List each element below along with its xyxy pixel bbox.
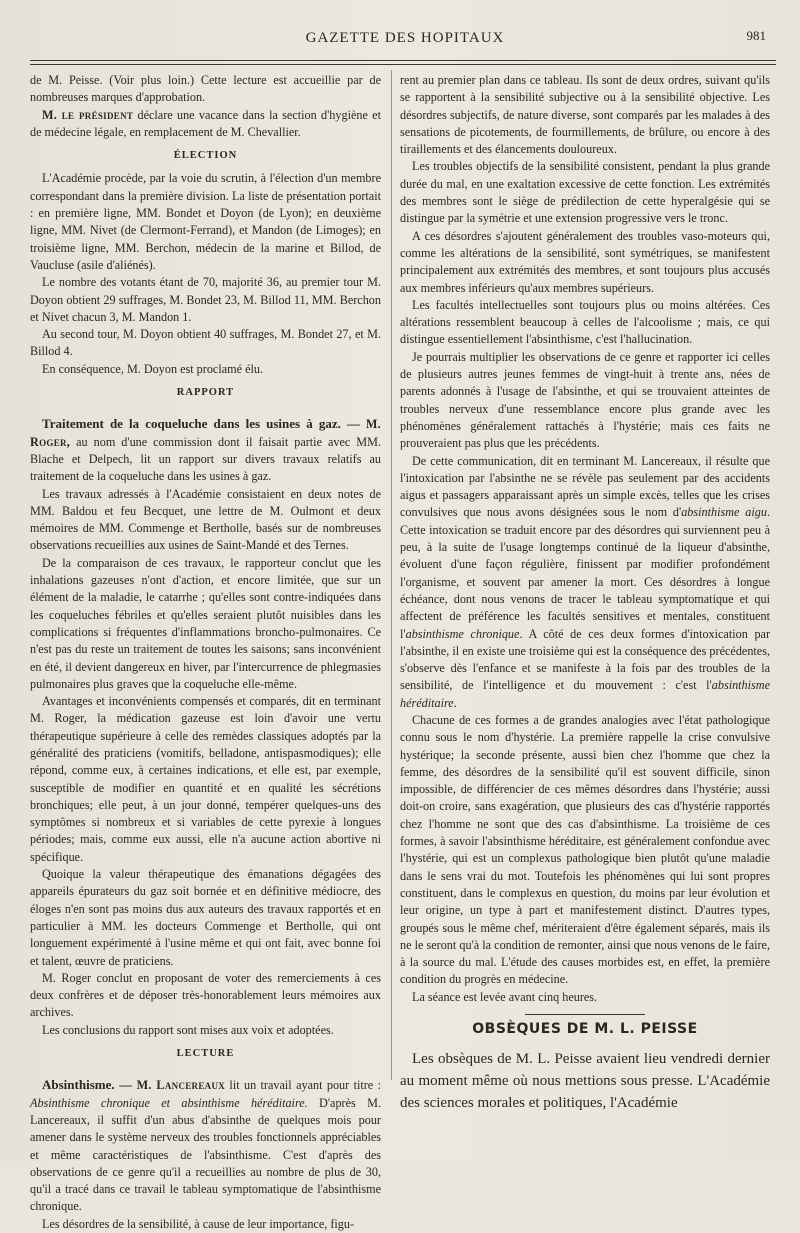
term: absinthisme aigu xyxy=(681,505,767,520)
column-divider xyxy=(391,70,392,1080)
header-rule-bottom xyxy=(30,64,776,65)
paragraph: rent au premier plan dans ce tableau. Ils sont de deux ordres, suivant qu'ils se rapportent à la sensibilité subjective ou à la sensibilité objective. Les désordres subjectifs, de nature diverse, sont comparés par les malades à des sensations de picotements, de fourmillements, de brûlure, ou encore à des tiraillements et des élancements douloureux. xyxy=(400,73,770,157)
page-header xyxy=(30,24,780,60)
paragraph: La séance est levée avant cinq heures. xyxy=(412,989,598,1004)
paragraph-text: . xyxy=(453,695,457,710)
speaker-name: M. Roger, xyxy=(30,417,381,449)
section-heading-lecture: LECTURE xyxy=(176,1048,235,1060)
paragraph-text: . Cette intoxication se traduit encore par des désordres qui surviennent peu à peu, à la suite de l'usage longtemps continué de la liqueur d'absinthe, évoluent d'une façon régulière, finissent par modifier profondément l'organisme, et souvent par amener la mort. Ces désordres à longue échéance, dont nous venons de tracer le tableau symptomatique et qui affectent de préférence les facultés sensitives et mentales, constituent l' xyxy=(400,505,770,641)
paragraph: Le nombre des votants étant de 70, majorité 36, au premier tour M. Doyon obtient 29 suffrages, M. Bondet 23, M. Billod 11, MM. Berchon et Nivet chacun 3, M. Mandon 1. xyxy=(30,275,381,324)
paragraph: Les troubles objectifs de la sensibilité consistent, pendant la plus grande durée du mal, en une exaltation excessive de cette fonction. Les extrémités des membres sont le siège de prédilection de cette hyperalgésie qui se distingue par la symétrie et une extension progressive vers le tronc. xyxy=(400,159,770,226)
article-heading: Absinthisme. — xyxy=(42,1077,133,1093)
obituary-heading: OBSÈQUES DE M. L. PEISSE xyxy=(472,1021,698,1038)
paragraph: L'Académie procède, par la voie du scrutin, à l'élection d'un membre correspondant dans la première division. La liste de présentation portait : en première ligne, MM. Bondet et Doyon (de Lyon); en deuxième ligne, MM. Nivet (de Clermont-Ferrand), et Mandon (de Limoges); en troisième ligne, MM. Berchon, médecin de la marine et Billod, de Vaucluse (asile d'aliénés). xyxy=(30,171,381,272)
paragraph: Au second tour, M. Doyon obtient 40 suffrages, M. Bondet 27, et M. Billod 4. xyxy=(30,327,381,359)
paragraph xyxy=(30,107,381,142)
paragraph-text: . A côté de ces deux formes d'intoxication par l'absinthe, il en existe une troisième qui est la conséquence des précédentes, s'observe dès l'enfance et se manifeste à la fois par des troubles de la sensibilité, de l'intelligence et du mouvement : c'est l' xyxy=(400,626,771,693)
paragraph: A ces désordres s'ajoutent généralement des troubles vaso-moteurs qui, comme les altérations de la sensibilité, sont symétriques, se manifestent principalement aux extrémités des membres, et sont toujours plus accusés aux membres inférieurs qu'aux membres supérieurs. xyxy=(400,228,770,295)
work-title: Absinthisme chronique et absinthisme héréditaire. xyxy=(30,1095,308,1110)
paragraph: Les travaux adressés à l'Académie consistaient en deux notes de MM. Baldou et feu Becquet, une lettre de M. Oulmont et deux mémoires de MM. Commenge et Bertholle, basés sur de nombreuses observations recueillies aux usines de Saint-Mandé et des Ternes. xyxy=(30,486,381,553)
journal-title: GAZETTE DES HOPITAUX xyxy=(305,30,505,46)
section-rule xyxy=(525,1014,645,1015)
paragraph xyxy=(30,415,381,485)
term: absinthisme héréditaire xyxy=(400,678,770,710)
paragraph: Avantages et inconvénients compensés et comparés, dit en terminant M. Roger, la médication gazeuse est loin d'avoir une vertu thérapeutique supérieure à celle des remèdes classiques adoptés par la généralité des praticiens (vomitifs, belladone, antispasmodiques); elle répond, comme eux, à certaines indications, et elle est, par exemple, susceptible de modifier en quantité et en qualité les sécrétions bronchiques; elle peut, à un jour donné, tempérer quelques-uns des symptômes si nombreux et si variables de cette pyrexie à longues périodes; mais, comme eux aussi, elle n'a aucune action abortive ni spécifique. xyxy=(30,694,381,864)
paragraph: Les désordres de la sensibilité, à cause de leur importance, figu- xyxy=(42,1216,355,1231)
term: absinthisme chronique xyxy=(405,626,520,641)
paragraph-text: déclare une vacance dans la section d'hygiène et de médecine légale, en remplacement de M. Chevallier. xyxy=(30,107,381,139)
paragraph-text: au nom d'une commission dont il faisait partie avec MM. Blache et Delpech, lit un rapport sur divers travaux relatifs au traitement de la coqueluche dans les usines à gaz. xyxy=(30,434,381,484)
paragraph: Les facultés intellectuelles sont toujours plus ou moins altérées. Ces altérations ressemblent beaucoup à celles de l'alcoolisme ; mais, ce qui distingue essentiellement l'absinthisme, c'est l'hallucination. xyxy=(400,297,770,347)
section-heading-election: ÉLECTION xyxy=(173,150,238,162)
paragraph: En conséquence, M. Doyon est proclamé élu. xyxy=(42,361,263,376)
left-column xyxy=(30,72,381,1233)
paragraph: Je pourrais multiplier les observations de ce genre et rapporter ici celles de plusieurs autres jeunes femmes de vingt-huit à trente ans, nées de parents adonnés à l'usage de l'absinthe, et qui se trouvaient atteintes de troubles nerveux d'une ressemblance encore plus grande avec les phénomènes généralement rattachés à l'hystérie; mais ces faits ne prouveraient pas plus que les précédents. xyxy=(400,349,770,451)
speaker-name: M. Lancereaux xyxy=(136,1078,226,1093)
section-heading-rapport: RAPPORT xyxy=(176,387,235,399)
header-rule-top xyxy=(30,60,776,61)
paragraph xyxy=(400,453,770,712)
article-heading: Traitement de la coqueluche dans les usines à gaz. — xyxy=(42,416,360,432)
paragraph: De la comparaison de ces travaux, le rapporteur conclut que les inhalations gazeuses n'ont d'action, et encore limitée, que sur un élément de la maladie, le catarrhe ; qu'elles sont contre-indiquées dans les coqueluches fébriles et qu'elles seraient plutôt nuisibles dans les complications si fréquentes d'inflammations broncho-pulmonaires. Ce n'est pas du reste un traitement de toutes les saisons; sans inconvénient en été, il devient dangereux en hiver, par l'intercurrence de phlegmasies pulmonaires plus graves que la coqueluche elle-même. xyxy=(30,555,381,691)
speaker-name: M. le président xyxy=(42,107,134,122)
paragraph-text: lit un travail ayant pour titre : xyxy=(225,1078,381,1093)
paragraph: M. Roger conclut en proposant de voter des remerciements à ces deux confrères et de déposer très-honorablement leurs mémoires aux archives. xyxy=(30,970,381,1020)
page-number: 981 xyxy=(746,28,766,43)
paragraph: Les obsèques de M. L. Peisse avaient lieu vendredi dernier au moment même où nous mettions sous presse. L'Académie des sciences morales et politiques, l'Académie xyxy=(400,1051,770,1112)
paragraph-text: De cette communication, dit en terminant M. Lancereaux, il résulte que l'intoxication par l'absinthe ne se révèle pas seulement par des accidents aigus et passagers apparaissant après un simple excès, telles que les crises convulsives que nous avons désignées sous le nom d' xyxy=(400,453,770,520)
right-column xyxy=(400,72,770,1114)
paragraph: Quoique la valeur thérapeutique des émanations dégagées des appareils épurateurs du gaz soit bornée et en définitive médiocre, des éloges n'en sont pas moins dus aux auteurs des travaux rapportés et en particulier à MM. les docteurs Commenge et Bertholle, qui ont longuement expérimenté à l'usine même et qui ont fait, avec bonne foi et talent, œuvre de praticiens. xyxy=(30,867,381,968)
paragraph: Chacune de ces formes a de grandes analogies avec l'état pathologique connu sous le nom d'hystérie. La première rappelle la crise convulsive hystérique; la seconde présente, aussi bien chez l'homme que chez la femme, des désordres de la sensibilité qu'il est souvent difficile, sinon impossible, de différencier de ces mêmes désordres dans l'hystérie; aussi doit-on croire, sans exagération, que plusieurs des cas d'hystérie rapportés chez l'homme ne sont que des cas d'absinthisme. La troisième de ces formes, à savoir l'absinthisme héréditaire, est généralement confondue avec l'hystérie, qui est un complexus pathologique bien plutôt qu'une maladie dans le sens vrai du mot. Toutefois les phénomènes qui lui sont propres constituent, dans le complexus en question, du moins par leur évolution et leur origine, un type à part et manifestement distinct. D'autres types, groupés sous le même chef, mériteraient d'être également séparés, mais ils ne le seront qu'à la condition de remonter, ainsi que nous venons de le faire, à la source du mal. L'étude des causes morbides est, en effet, la première condition du progrès en médecine. xyxy=(400,712,770,987)
paragraph: de M. Peisse. (Voir plus loin.) Cette lecture est accueillie par de nombreuses marques d'approbation. xyxy=(30,73,381,105)
paragraph-text: D'après M. Lancereaux, il suffit d'un abus d'absinthe de quelques mois pour amener dans le système nerveux des troubles fonctionnels appréciables et même caractéristiques de l'absinthisme. C'est d'après des observations de ce genre qu'il a recueillies au nombre de plus de 30, qu'il a tracé dans ce travail le tableau symptomatique de l'absinthisme chronique. xyxy=(30,1095,381,1214)
paragraph: Les conclusions du rapport sont mises aux voix et adoptées. xyxy=(42,1022,334,1037)
paragraph xyxy=(30,1076,381,1215)
